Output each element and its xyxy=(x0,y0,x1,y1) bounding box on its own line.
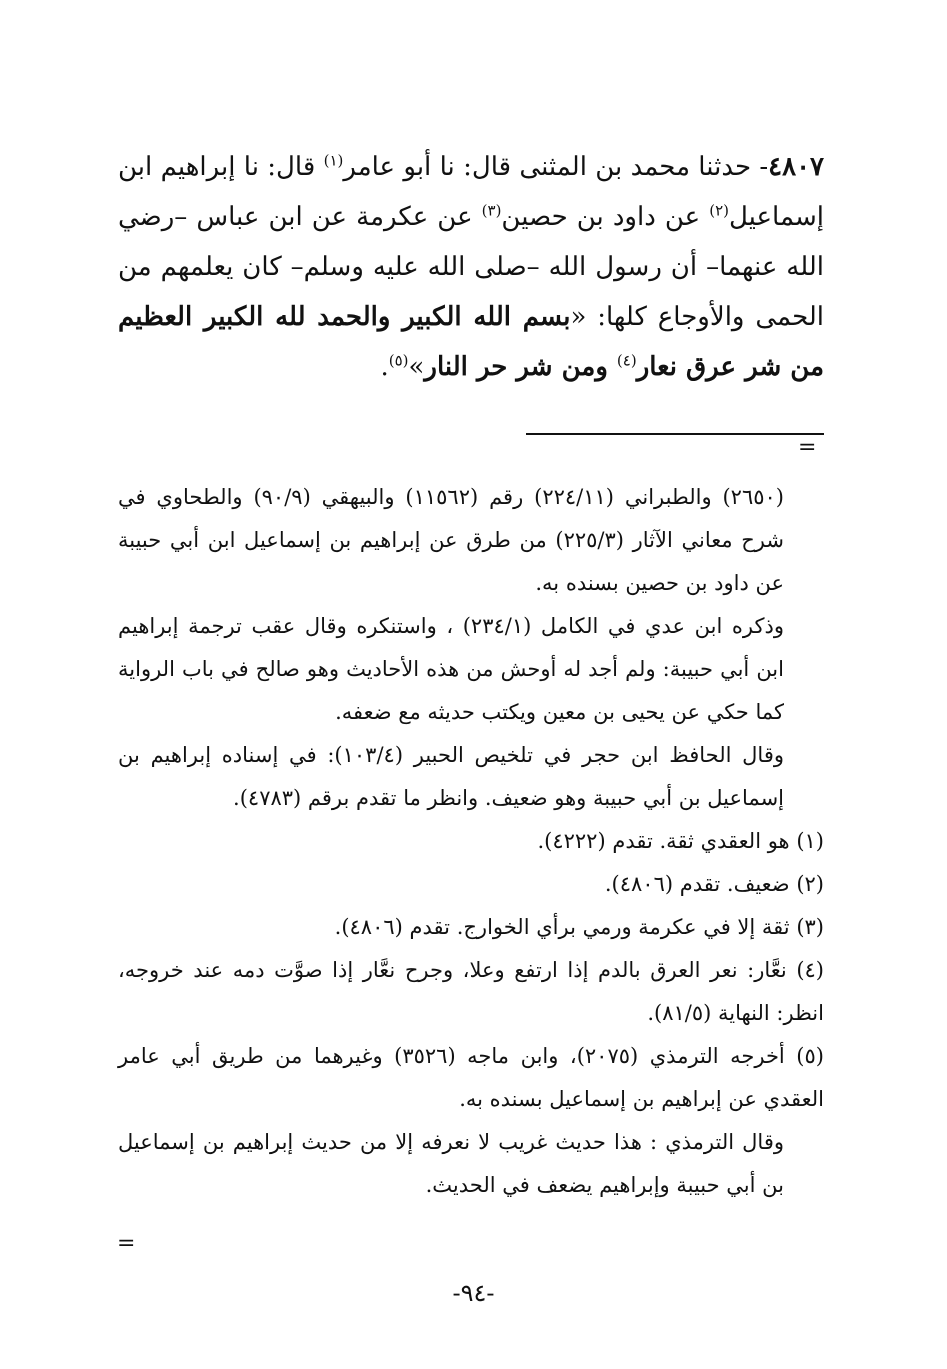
footnote-5 xyxy=(118,1035,824,1121)
footnote-ref-2[interactable]: (٢) xyxy=(709,201,729,220)
footnote-text: ثقة إلا في عكرمة ورمي برأي الخوارج. تقدم (٤٨٠٦). xyxy=(334,915,797,939)
hadith-text xyxy=(118,142,824,392)
footnote-2 xyxy=(118,863,824,906)
full-stop: . xyxy=(380,352,389,382)
continued-mark-bottom: = xyxy=(117,1231,136,1256)
hadith-paragraph xyxy=(118,142,824,392)
footnote-ref-1[interactable]: (١) xyxy=(323,151,344,170)
text-segment: قال: نا إبراهيم ابن إسماعيل xyxy=(118,152,824,232)
footnote-continuation: وذكره ابن عدي في الكامل (٢٣٤/١) ، واستنكره وقال عقب ترجمة إبراهيم ابن أبي حبيبة: ولم أجد له أوحش من هذه الأحاديث وهو صالح في باب الرواية كما حكي عن يحيى بن معين ويكتب حديثه مع ضعفه. xyxy=(118,614,784,724)
footnote-continuation: (٢٦٥٠) والطبراني (٢٢٤/١١) رقم (١١٥٦٢) والبيهقي (٩٠/٩) والطحاوي في شرح معاني الآثار (٢٢٥/٣) من طرق عن إبراهيم بن إسماعيل ابن أبي حبيبة عن داود بن حصين بسنده به. xyxy=(118,485,784,595)
footnote-label: (٥) xyxy=(796,1044,824,1068)
continued-mark-top: = xyxy=(798,435,817,460)
footnote-separator-line xyxy=(526,433,824,435)
footnote-label: (٣) xyxy=(796,915,824,939)
footnote-text: أخرجه الترمذي (٢٠٧٥)، وابن ماجه (٣٥٢٦) وغيرهما من طريق أبي عامر العقدي عن إبراهيم بن إسماعيل بسنده به. xyxy=(118,1044,824,1111)
text-segment: - حدثنا محمد بن المثنى قال: نا أبو عامر xyxy=(343,152,769,182)
footnote-ref-5[interactable]: (٥) xyxy=(388,351,409,370)
footnote-4 xyxy=(118,949,824,1035)
footnotes-section xyxy=(118,476,824,1207)
footnote-1 xyxy=(118,820,824,863)
supplication-text-end: ومن شر حر النار xyxy=(424,352,617,382)
page-number: -٩٤- xyxy=(452,1279,495,1307)
footnote-label: (٢) xyxy=(796,872,824,896)
footnote-5-extra: وقال الترمذي : هذا حديث غريب لا نعرفه إلا من حديث إبراهيم بن إسماعيل بن أبي حبيبة وإبراهيم يضعف في الحديث. xyxy=(118,1130,784,1197)
footnote-label: (١) xyxy=(796,829,824,853)
footnote-ref-4[interactable]: (٤) xyxy=(616,351,637,370)
text-segment: عن داود بن حصين xyxy=(501,202,710,232)
footnote-label: (٤) xyxy=(796,958,824,982)
footnote-continuation: وقال الحافظ ابن حجر في تلخيص الحبير (١٠٣/٤): في إسناده إبراهيم بن إسماعيل بن أبي حبيبة وهو ضعيف. وانظر ما تقدم برقم (٤٧٨٣). xyxy=(118,743,784,810)
footnote-ref-3[interactable]: (٣) xyxy=(481,201,502,220)
text-segment: عن عكرمة عن ابن عباس –رضي الله عنهما– أن رسول الله –صلى الله عليه وسلم– كان يعلمهم من الحمى والأوجاع كلها: « xyxy=(118,202,824,332)
supplication-text: بسم الله الكبير والحمد لله الكبير العظيم من شر عرق نعار xyxy=(118,302,824,382)
footnote-text: نعَّار: نعر العرق بالدم إذا ارتفع وعلا، وجرح نعَّار إذا صوَّت دمه عند خروجه، انظر: النهاية (٨١/٥). xyxy=(118,958,824,1025)
closing-quote: » xyxy=(408,352,425,382)
footnote-text: هو العقدي ثقة. تقدم (٤٢٢٢). xyxy=(537,829,797,853)
hadith-number: ٤٨٠٧ xyxy=(768,152,824,182)
footnote-text: ضعيف. تقدم (٤٨٠٦). xyxy=(604,872,797,896)
footnote-3 xyxy=(118,906,824,949)
